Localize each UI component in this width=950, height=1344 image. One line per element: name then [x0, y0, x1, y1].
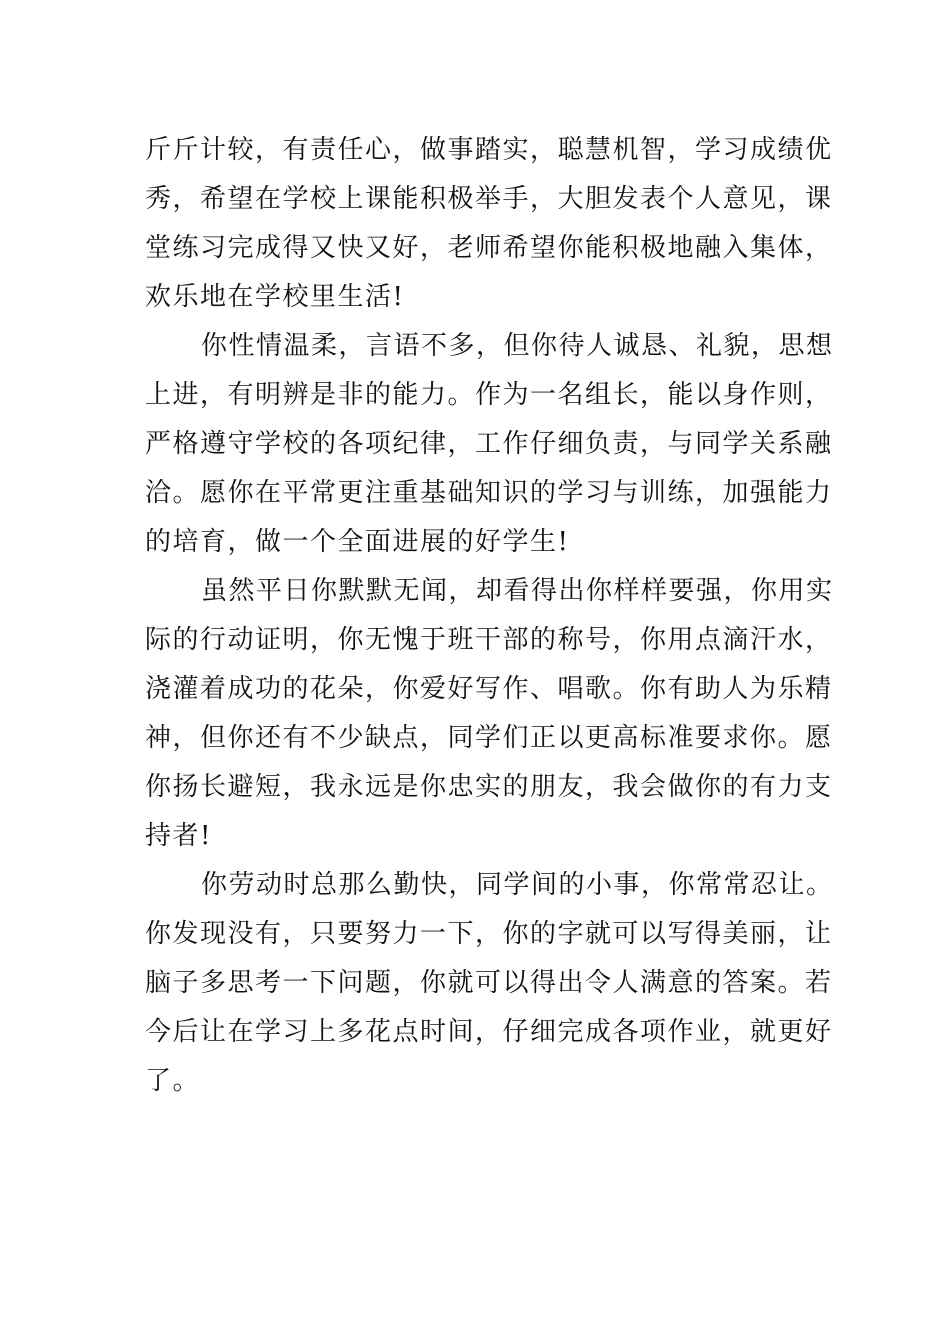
document-body: [145, 126, 834, 1106]
paragraph-line: 际的行动证明，你无愧于班干部的称号，你用点滴汗水，: [145, 625, 833, 655]
paragraph-line: 持者!: [145, 821, 212, 851]
paragraph-line: 你发现没有，只要努力一下，你的字就可以写得美丽，让: [145, 919, 833, 949]
paragraph-line: 堂练习完成得又快又好，老师希望你能积极地融入集体，: [145, 233, 833, 263]
paragraph-line: 你劳动时总那么勤快，同学间的小事，你常常忍让。: [201, 870, 834, 900]
paragraph-line: 脑子多思考一下问题，你就可以得出令人满意的答案。若: [145, 968, 833, 998]
paragraph-line: 的培育，做一个全面进展的好学生!: [145, 527, 570, 557]
paragraph-2: [145, 322, 834, 567]
paragraph-4: [145, 861, 834, 1106]
paragraph-line: 严格遵守学校的各项纪律，工作仔细负责，与同学关系融: [145, 429, 833, 459]
paragraph-line: 虽然平日你默默无闻，却看得出你样样要强，你用实: [201, 576, 834, 606]
paragraph-line: 了。: [145, 1066, 201, 1096]
paragraph-line: 欢乐地在学校里生活!: [145, 282, 405, 312]
paragraph-line: 斤斤计较，有责任心，做事踏实，聪慧机智，学习成绩优: [145, 135, 833, 165]
paragraph-line: 你扬长避短，我永远是你忠实的朋友，我会做你的有力支: [145, 772, 833, 802]
paragraph-1: [145, 126, 833, 322]
paragraph-line: 上进，有明辨是非的能力。作为一名组长，能以身作则，: [145, 380, 833, 410]
paragraph-3: [145, 567, 834, 861]
paragraph-line: 你性情温柔，言语不多，但你待人诚恳、礼貌，思想: [201, 331, 834, 361]
paragraph-line: 秀，希望在学校上课能积极举手，大胆发表个人意见，课: [145, 184, 833, 214]
paragraph-line: 浇灌着成功的花朵，你爱好写作、唱歌。你有助人为乐精: [145, 674, 833, 704]
paragraph-line: 神，但你还有不少缺点，同学们正以更高标准要求你。愿: [145, 723, 833, 753]
paragraph-line: 洽。愿你在平常更注重基础知识的学习与训练，加强能力: [145, 478, 833, 508]
paragraph-line: 今后让在学习上多花点时间，仔细完成各项作业，就更好: [145, 1017, 833, 1047]
